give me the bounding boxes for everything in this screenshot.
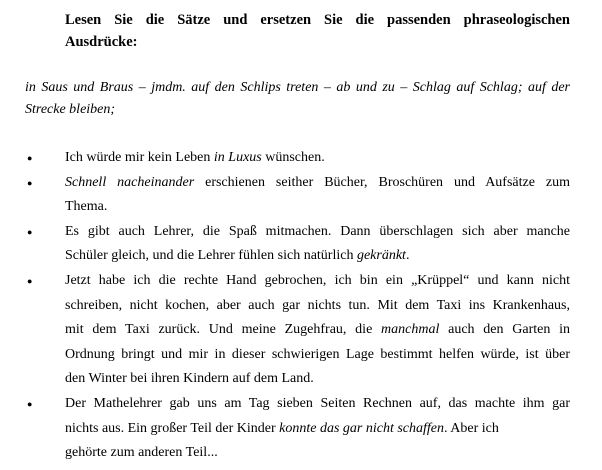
text-segment: Schüler gleich, und die Lehrer fühlen sich natürlich	[65, 248, 357, 264]
text-segment: Es gibt auch Lehrer, die Spaß mitmachen. Dann überschlagen sich aber manche	[65, 223, 570, 239]
emphasized-phrase: in Luxus	[213, 150, 262, 165]
text-segment: Ordnung bringt und mir in dieser schwierigen Lage bestimmt helfen würde, ist über	[65, 346, 570, 362]
text-segment: Ich würde mir kein Leben	[65, 150, 214, 165]
emphasized-phrase: gekränkt	[356, 248, 406, 264]
sentence-line	[65, 269, 570, 294]
phrase-bank-line-2: Strecke bleiben;	[25, 102, 116, 117]
sentence-line	[65, 318, 570, 343]
text-segment: den Winter bei ihren Kindern auf dem Land.	[65, 371, 314, 387]
instruction-line-2: Ausdrücke:	[65, 34, 138, 50]
sentence-line	[65, 392, 570, 417]
text-segment: schreiben, nicht kochen, aber auch gar nichts tun. Mit dem Taxi ins Krankenhaus,	[65, 297, 570, 313]
sentence-line	[65, 367, 570, 392]
sentence-list	[25, 146, 570, 466]
emphasized-phrase: manchmal	[381, 322, 440, 338]
bullet-icon: ●	[27, 226, 33, 237]
text-segment: Jetzt habe ich die rechte Hand gebrochen, ich bin ein „Krüppel“ und kann nicht	[65, 272, 570, 288]
text-segment: nichts aus. Ein großer Teil der Kinder	[65, 420, 280, 436]
sentence-item-2	[25, 171, 570, 220]
emphasized-phrase: konnte das gar nicht schaffen	[279, 420, 445, 436]
sentence-line	[65, 171, 570, 196]
sentence-line	[65, 244, 570, 269]
text-segment: .	[405, 248, 410, 264]
sentence-line	[65, 294, 570, 319]
text-segment: gehörte zum anderen Teil...	[65, 445, 218, 461]
phrase-bank-line-1: in Saus und Braus – jmdm. auf den Schlips treten – ab und zu – Schlag auf Schlag; auf der	[25, 80, 570, 95]
text-segment: wünschen.	[261, 150, 325, 165]
emphasized-phrase: Schnell nacheinander	[65, 174, 195, 190]
sentence-line	[65, 441, 570, 466]
sentence-line	[65, 146, 570, 171]
sentence-line	[65, 220, 570, 245]
text-segment: auch den Garten in	[439, 322, 571, 338]
text-segment: . Aber ich	[444, 420, 499, 436]
sentence-item-4	[25, 269, 570, 392]
phrase-bank	[25, 77, 570, 121]
sentence-line	[65, 343, 570, 368]
text-segment: mit dem Taxi zurück. Und meine Zugehfrau, die	[65, 322, 382, 338]
sentence-item-3	[25, 220, 570, 269]
exercise-instruction	[65, 9, 570, 53]
instruction-line-1: Lesen Sie die Sätze und ersetzen Sie die passenden phraseologischen	[65, 12, 570, 28]
text-segment: Der Mathelehrer gab uns am Tag sieben Seiten Rechnen auf, das machte ihm gar	[65, 395, 570, 411]
sentence-item-1	[25, 146, 570, 171]
text-segment: erschienen seither Bücher, Broschüren und Aufsätze zum	[194, 174, 571, 190]
bullet-icon: ●	[27, 153, 33, 163]
sentence-item-5	[25, 392, 570, 466]
sentence-line	[65, 417, 570, 442]
bullet-icon: ●	[27, 398, 33, 409]
text-segment: Thema.	[65, 199, 108, 215]
bullet-icon: ●	[27, 177, 33, 188]
sentence-line	[65, 195, 570, 220]
bullet-icon: ●	[27, 275, 33, 286]
